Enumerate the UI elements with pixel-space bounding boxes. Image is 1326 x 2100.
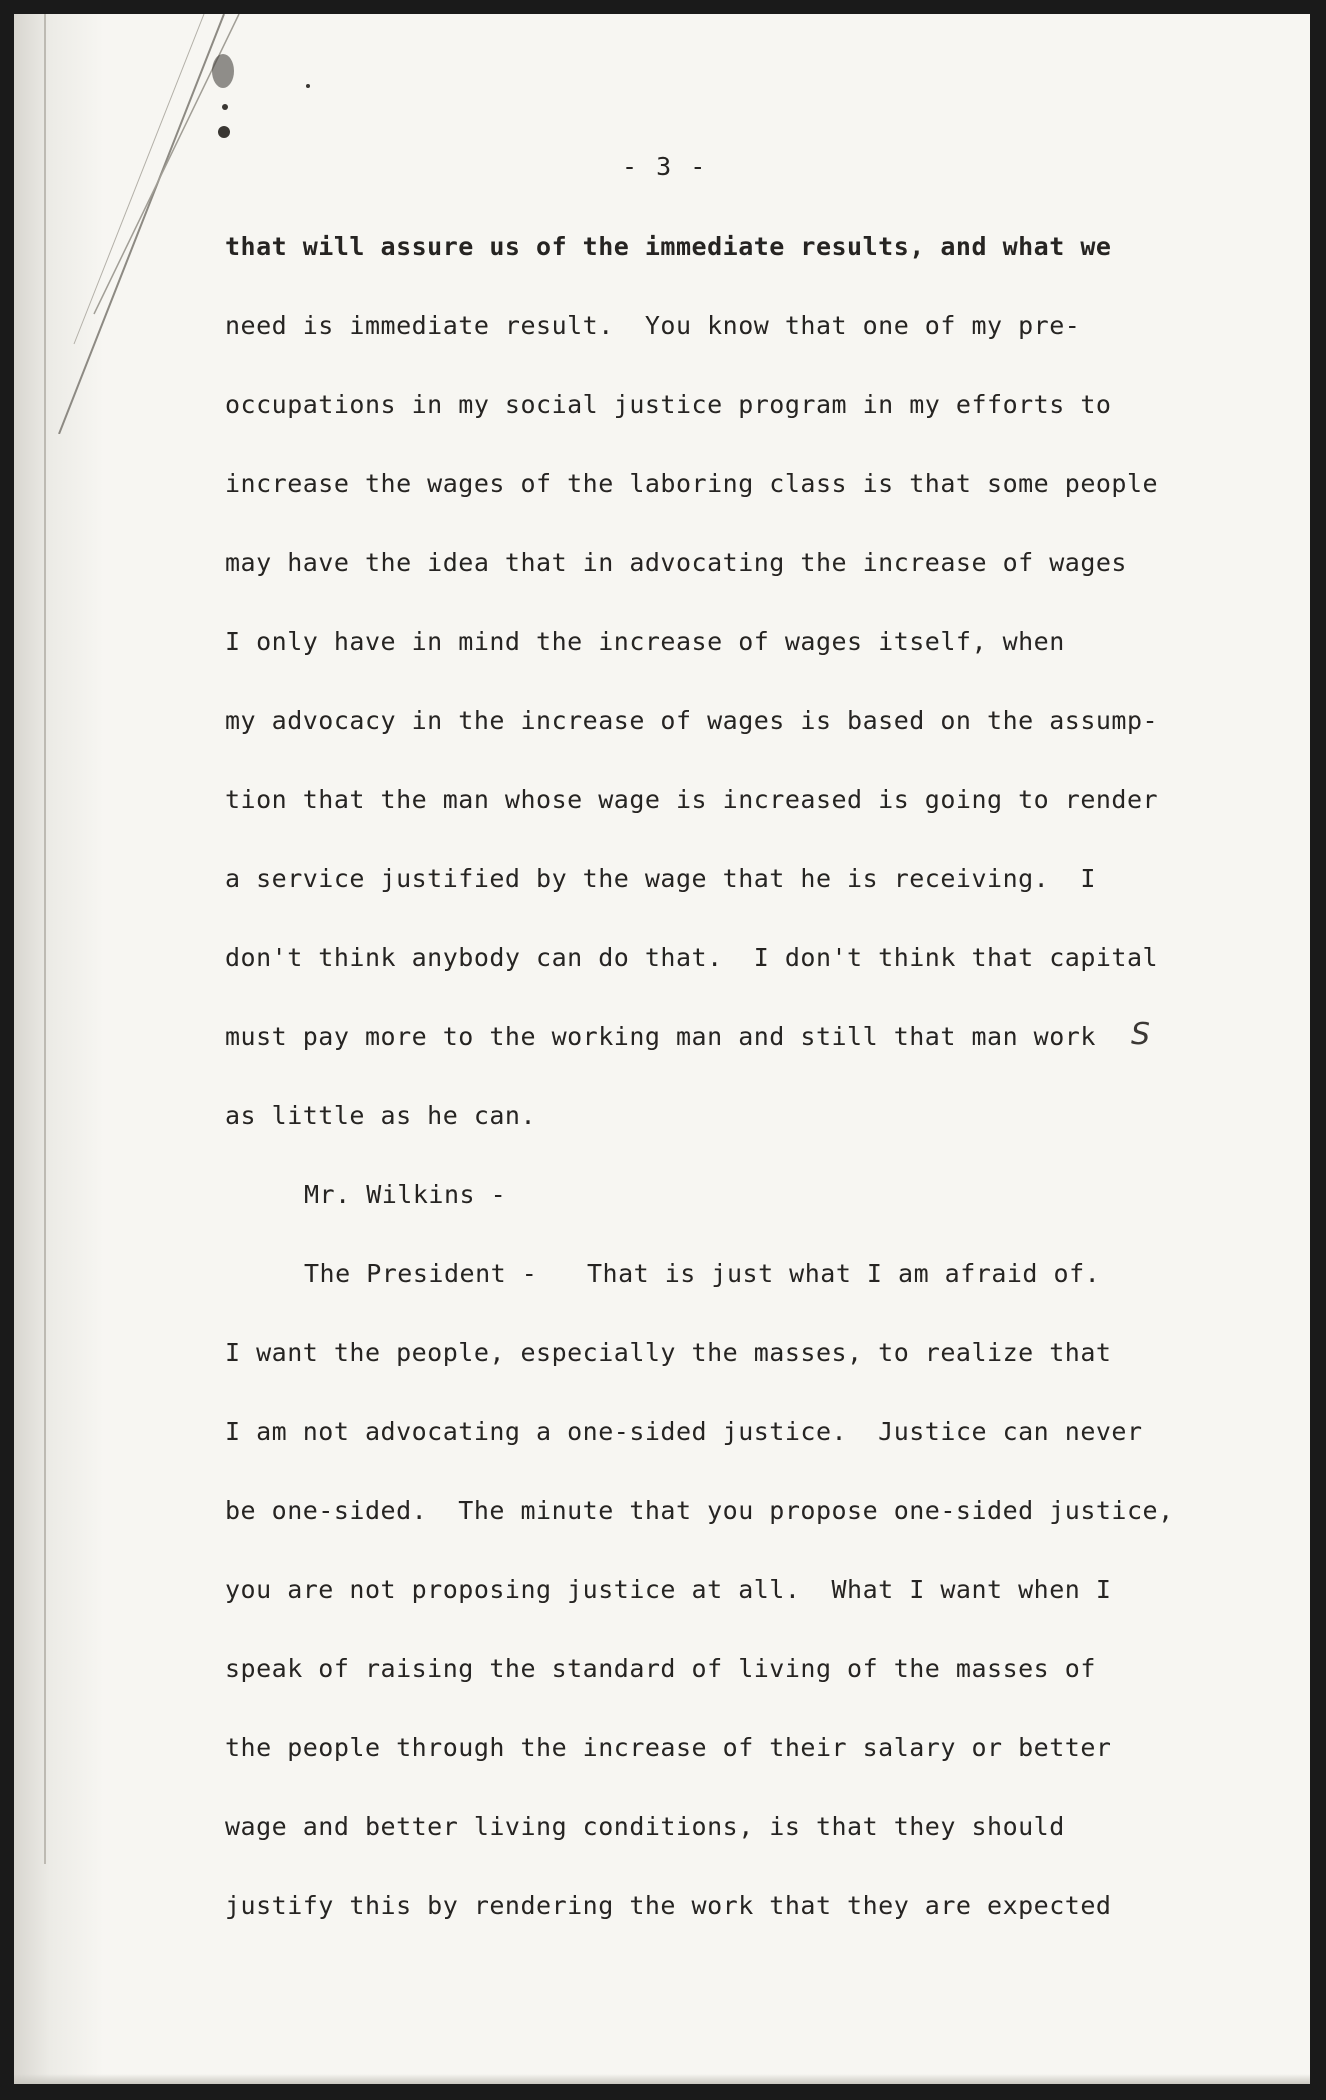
- speaker-wilkins: Mr. Wilkins -: [304, 1180, 507, 1209]
- body-line-18: the people through the increase of their salary or better: [225, 1733, 1112, 1762]
- body-line-19: wage and better living conditions, is that they should: [225, 1812, 1065, 1841]
- body-line-11: must pay more to the working man and still that man work: [225, 1022, 1096, 1051]
- ink-blot: [222, 104, 228, 110]
- ink-blot: [218, 126, 230, 138]
- body-line-13: I want the people, especially the masses, to realize that: [225, 1338, 1112, 1367]
- body-line-9: a service justified by the wage that he is receiving. I: [225, 864, 1096, 893]
- ink-blot: [212, 54, 234, 88]
- body-line-8: tion that the man whose wage is increased is going to render: [225, 785, 1159, 814]
- handwritten-correction: S: [1131, 1017, 1151, 1052]
- body-line-17: speak of raising the standard of living of the masses of: [225, 1654, 1096, 1683]
- body-line-12: as little as he can.: [225, 1101, 537, 1130]
- body-line-7: my advocacy in the increase of wages is based on the assump-: [225, 706, 1159, 735]
- page-fold-line: [44, 14, 46, 1864]
- speaker-president: The President -: [304, 1259, 538, 1288]
- document-page: [14, 14, 1310, 2084]
- president-first-line: That is just what I am afraid of.: [587, 1259, 1101, 1288]
- body-line-1: that will assure us of the immediate results, and what we: [225, 232, 1112, 261]
- body-line-20: justify this by rendering the work that they are expected: [225, 1891, 1112, 1920]
- body-line-15: be one-sided. The minute that you propose one-sided justice,: [225, 1496, 1174, 1525]
- body-line-14: I am not advocating a one-sided justice. Justice can never: [225, 1417, 1143, 1446]
- body-line-2: need is immediate result. You know that one of my pre-: [225, 311, 1081, 340]
- ink-speck: [306, 84, 310, 88]
- body-line-10: don't think anybody can do that. I don't think that capital: [225, 943, 1159, 972]
- body-line-16: you are not proposing justice at all. What I want when I: [225, 1575, 1112, 1604]
- body-line-3: occupations in my social justice program in my efforts to: [225, 390, 1112, 419]
- page-number: - 3 -: [622, 152, 708, 181]
- scan-edge-bottom: [14, 2074, 1310, 2084]
- body-line-4: increase the wages of the laboring class is that some people: [225, 469, 1159, 498]
- body-line-6: I only have in mind the increase of wages itself, when: [225, 627, 1065, 656]
- body-line-5: may have the idea that in advocating the increase of wages: [225, 548, 1127, 577]
